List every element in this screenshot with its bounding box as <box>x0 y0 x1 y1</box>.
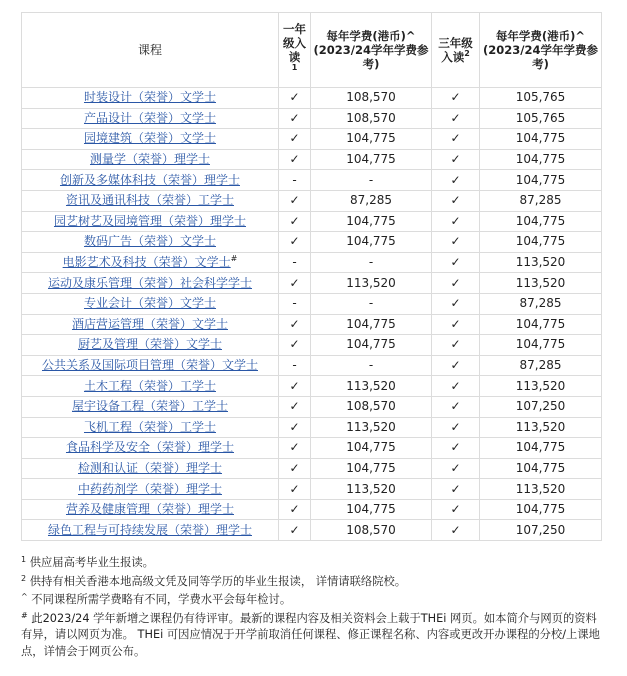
course-cell <box>22 314 279 335</box>
year1-entry-cell: ✓ <box>279 232 311 253</box>
year1-entry-cell: ✓ <box>279 190 311 211</box>
course-link[interactable]: 园境建筑（荣誉）文学士 <box>83 131 216 146</box>
year3-entry-cell: ✓ <box>432 190 480 211</box>
course-link[interactable]: 专业会计（荣誉）文学士 <box>83 296 216 311</box>
footnote <box>21 574 601 591</box>
table-row <box>22 438 602 459</box>
course-cell <box>22 190 279 211</box>
fee-table-container <box>21 12 601 662</box>
year3-entry-cell: ✓ <box>432 108 480 129</box>
course-cell <box>22 273 279 294</box>
course-link[interactable]: 飞机工程（荣誉）工学士 <box>83 419 216 434</box>
course-link[interactable]: 测量学（荣誉）理学士 <box>89 152 210 167</box>
year1-entry-cell: ✓ <box>279 376 311 397</box>
footnote-text: 供应届高考毕业生报读。 <box>29 556 154 570</box>
year3-entry-cell: ✓ <box>432 479 480 500</box>
year1-fee-cell: 108,570 <box>311 520 432 541</box>
course-cell <box>22 396 279 417</box>
year1-entry-cell: - <box>279 355 311 376</box>
year3-entry-cell: ✓ <box>432 355 480 376</box>
table-row <box>22 273 602 294</box>
course-cell <box>22 232 279 253</box>
course-cell <box>22 499 279 520</box>
course-mark: # <box>230 254 238 264</box>
course-link[interactable]: 电影艺术及科技（荣誉）文学士 <box>62 255 231 270</box>
year1-entry-cell: ✓ <box>279 108 311 129</box>
year1-fee-cell: 113,520 <box>311 273 432 294</box>
course-cell <box>22 88 279 109</box>
year3-fee-cell: 104,775 <box>480 335 602 356</box>
year3-entry-cell: ✓ <box>432 458 480 479</box>
year3-fee-cell: 104,775 <box>480 499 602 520</box>
tuition-fee-table <box>21 12 602 541</box>
year1-fee-cell: 104,775 <box>311 149 432 170</box>
year3-fee-cell: 113,520 <box>480 479 602 500</box>
year3-entry-cell: ✓ <box>432 149 480 170</box>
course-link[interactable]: 数码广告（荣誉）文学士 <box>83 234 216 249</box>
course-link[interactable]: 屋宇设备工程（荣誉）工学士 <box>71 399 228 414</box>
table-row <box>22 396 602 417</box>
year3-fee-cell: 107,250 <box>480 396 602 417</box>
course-link[interactable]: 中药药剂学（荣誉）理学士 <box>77 481 222 496</box>
year3-fee-cell: 104,775 <box>480 149 602 170</box>
year1-fee-cell: - <box>311 170 432 191</box>
course-link[interactable]: 运动及康乐管理（荣誉）社会科学学士 <box>47 275 252 290</box>
year1-fee-cell: - <box>311 355 432 376</box>
year1-entry-cell: ✓ <box>279 129 311 150</box>
course-link[interactable]: 创新及多媒体科技（荣誉）理学士 <box>59 172 240 187</box>
table-row <box>22 417 602 438</box>
year3-fee-cell: 104,775 <box>480 458 602 479</box>
table-header-row <box>22 13 602 88</box>
year3-entry-cell: ✓ <box>432 88 480 109</box>
year3-fee-cell: 105,765 <box>480 88 602 109</box>
year1-fee-cell: 113,520 <box>311 479 432 500</box>
year3-fee-cell: 105,765 <box>480 108 602 129</box>
year3-fee-cell: 104,775 <box>480 170 602 191</box>
year3-entry-cell: ✓ <box>432 499 480 520</box>
year3-fee-cell: 87,285 <box>480 293 602 314</box>
year1-entry-cell: ✓ <box>279 499 311 520</box>
course-cell <box>22 252 279 273</box>
table-row <box>22 129 602 150</box>
footnote-text: 此2023/24 学年新增之课程仍有待评审。最新的课程内容及相关资料会上载于THEi 网页。如本简介与网页的资料有异，请以网页为准。 THEi 可因应情况于开学前取消任何课程、修正课程名称、内容或更改开办课程的分校/上课地点，详情会于网页公布。 <box>21 611 600 658</box>
year1-entry-cell: ✓ <box>279 396 311 417</box>
header-year3-fee: 每年学费(港币)^ (2023/24学年学费参考) <box>480 13 602 88</box>
year3-fee-cell: 104,775 <box>480 211 602 232</box>
year3-entry-cell: ✓ <box>432 273 480 294</box>
year1-fee-cell: 108,570 <box>311 88 432 109</box>
year1-fee-cell: 104,775 <box>311 314 432 335</box>
course-link[interactable]: 绿色工程与可持续发展（荣誉）理学士 <box>47 522 252 537</box>
course-link[interactable]: 公共关系及国际项目管理（荣誉）文学士 <box>41 358 258 373</box>
year3-fee-cell: 113,520 <box>480 252 602 273</box>
course-cell <box>22 417 279 438</box>
year3-entry-cell: ✓ <box>432 396 480 417</box>
year3-entry-cell: ✓ <box>432 314 480 335</box>
table-row <box>22 499 602 520</box>
year3-fee-cell: 113,520 <box>480 273 602 294</box>
course-cell <box>22 335 279 356</box>
year3-entry-cell: ✓ <box>432 170 480 191</box>
footnote <box>21 611 601 661</box>
table-row <box>22 355 602 376</box>
year1-fee-cell: 104,775 <box>311 438 432 459</box>
footnote-mark: ^ <box>21 592 28 602</box>
course-link[interactable]: 资讯及通讯科技（荣誉）工学士 <box>65 193 234 208</box>
year1-entry-cell: - <box>279 252 311 273</box>
course-cell <box>22 355 279 376</box>
table-row <box>22 252 602 273</box>
year3-fee-cell: 104,775 <box>480 438 602 459</box>
year3-entry-cell: ✓ <box>432 376 480 397</box>
year3-entry-cell: ✓ <box>432 232 480 253</box>
footnote-text: 供持有相关香港本地高级文凭及同等学历的毕业生报读， 详情请联络院校。 <box>29 574 407 588</box>
year3-fee-cell: 87,285 <box>480 355 602 376</box>
table-row <box>22 149 602 170</box>
footnote <box>21 592 601 609</box>
table-row <box>22 211 602 232</box>
year3-fee-cell: 113,520 <box>480 417 602 438</box>
year1-entry-cell: ✓ <box>279 458 311 479</box>
year1-fee-cell: 104,775 <box>311 129 432 150</box>
year1-fee-cell: 104,775 <box>311 211 432 232</box>
course-cell <box>22 129 279 150</box>
course-link[interactable]: 酒店营运管理（荣誉）文学士 <box>71 316 228 331</box>
year3-fee-cell: 104,775 <box>480 129 602 150</box>
year3-fee-cell: 87,285 <box>480 190 602 211</box>
year1-fee-cell: - <box>311 252 432 273</box>
year3-entry-cell: ✓ <box>432 293 480 314</box>
year1-entry-cell: ✓ <box>279 438 311 459</box>
course-cell <box>22 520 279 541</box>
table-row <box>22 108 602 129</box>
year1-entry-cell: ✓ <box>279 149 311 170</box>
year3-entry-cell: ✓ <box>432 211 480 232</box>
year3-entry-cell: ✓ <box>432 417 480 438</box>
year1-entry-cell: ✓ <box>279 417 311 438</box>
footnotes <box>21 555 601 660</box>
course-link[interactable]: 厨艺及管理（荣誉）文学士 <box>77 337 222 352</box>
header-course: 课程 <box>22 13 279 88</box>
table-row <box>22 190 602 211</box>
footnote-text: 不同课程所需学费略有不同，学费水平会每年检讨。 <box>31 593 292 607</box>
year3-fee-cell: 107,250 <box>480 520 602 541</box>
year1-fee-cell: 108,570 <box>311 108 432 129</box>
year3-fee-cell: 113,520 <box>480 376 602 397</box>
year1-entry-cell: ✓ <box>279 479 311 500</box>
table-row <box>22 335 602 356</box>
table-row <box>22 170 602 191</box>
year1-fee-cell: 104,775 <box>311 232 432 253</box>
course-cell <box>22 170 279 191</box>
year1-entry-cell: ✓ <box>279 314 311 335</box>
year3-entry-cell: ✓ <box>432 520 480 541</box>
course-link[interactable]: 园艺树艺及园境管理（荣誉）理学士 <box>53 213 246 228</box>
year1-fee-cell: 108,570 <box>311 396 432 417</box>
year1-fee-cell: 113,520 <box>311 376 432 397</box>
year1-entry-cell: ✓ <box>279 211 311 232</box>
course-cell <box>22 438 279 459</box>
year1-fee-cell: - <box>311 293 432 314</box>
table-row <box>22 88 602 109</box>
table-row <box>22 314 602 335</box>
course-link[interactable]: 时装设计（荣誉）文学士 <box>83 90 216 105</box>
course-link[interactable]: 食品科学及安全（荣誉）理学士 <box>65 440 234 455</box>
year1-entry-cell: ✓ <box>279 335 311 356</box>
course-cell <box>22 149 279 170</box>
header-year1-fee: 每年学费(港币)^ (2023/24学年学费参考) <box>311 13 432 88</box>
year1-fee-cell: 104,775 <box>311 499 432 520</box>
course-cell <box>22 458 279 479</box>
year1-entry-cell: ✓ <box>279 88 311 109</box>
table-row <box>22 232 602 253</box>
table-row <box>22 376 602 397</box>
table-row <box>22 458 602 479</box>
year1-fee-cell: 104,775 <box>311 335 432 356</box>
footnote <box>21 555 601 572</box>
course-cell <box>22 108 279 129</box>
year3-fee-cell: 104,775 <box>480 232 602 253</box>
year3-entry-cell: ✓ <box>432 252 480 273</box>
year3-entry-cell: ✓ <box>432 438 480 459</box>
course-cell <box>22 376 279 397</box>
course-cell <box>22 293 279 314</box>
course-link[interactable]: 检测和认证（荣誉）理学士 <box>77 460 222 475</box>
table-row <box>22 479 602 500</box>
header-year3-entry: 三年级入读$^2$ <box>432 13 480 88</box>
header-year1-entry: 一年级入读 $^1$ <box>279 13 311 88</box>
year3-entry-cell: ✓ <box>432 335 480 356</box>
year1-entry-cell: ✓ <box>279 273 311 294</box>
course-cell <box>22 211 279 232</box>
year3-entry-cell: ✓ <box>432 129 480 150</box>
table-row <box>22 520 602 541</box>
footnote-mark: 2 <box>21 573 27 583</box>
course-link[interactable]: 土木工程（荣誉）工学士 <box>83 378 216 393</box>
year1-fee-cell: 87,285 <box>311 190 432 211</box>
year3-fee-cell: 104,775 <box>480 314 602 335</box>
course-cell <box>22 479 279 500</box>
year1-entry-cell: - <box>279 293 311 314</box>
footnote-mark: # <box>21 610 28 620</box>
year1-fee-cell: 104,775 <box>311 458 432 479</box>
course-link[interactable]: 营养及健康管理（荣誉）理学士 <box>65 502 234 517</box>
footnote-mark: 1 <box>21 555 27 565</box>
table-row <box>22 293 602 314</box>
year1-fee-cell: 113,520 <box>311 417 432 438</box>
year1-entry-cell: - <box>279 170 311 191</box>
year1-entry-cell: ✓ <box>279 520 311 541</box>
course-link[interactable]: 产品设计（荣誉）文学士 <box>83 110 216 125</box>
